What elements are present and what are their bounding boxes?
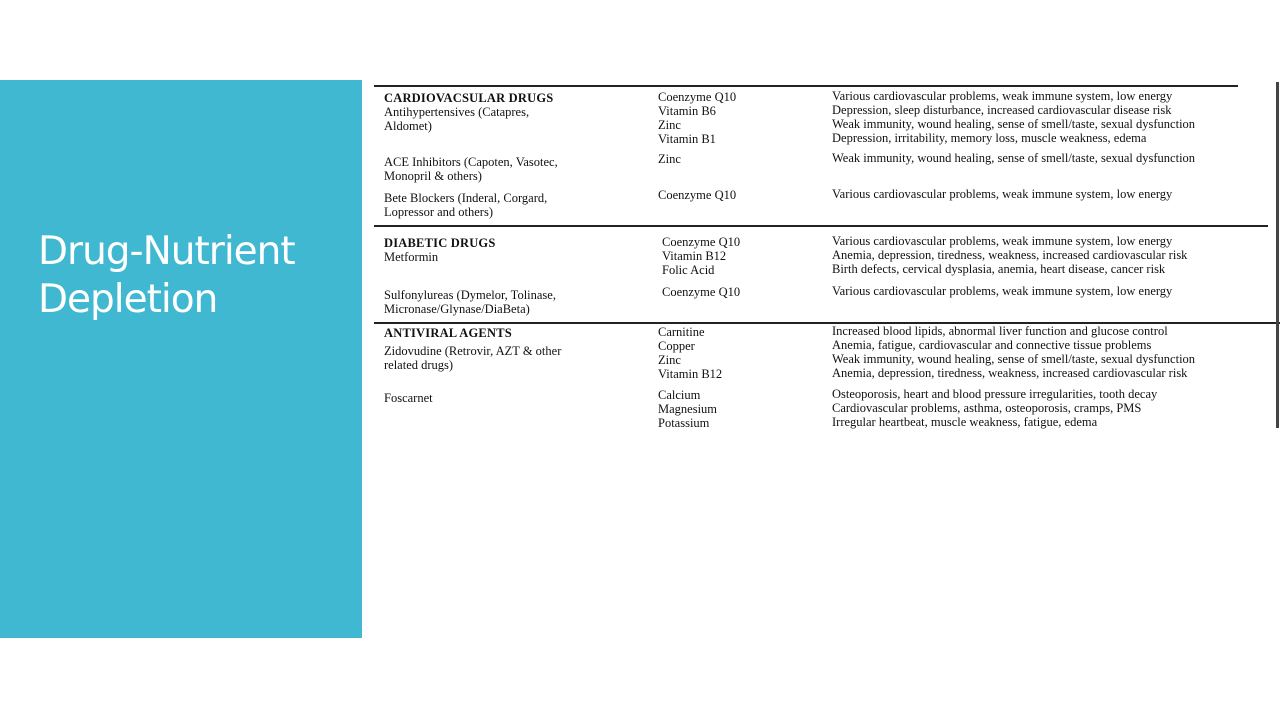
depletion-effect: Cardiovascular problems, asthma, osteoporosis, cramps, PMS bbox=[832, 401, 1142, 415]
depletion-effect: Various cardiovascular problems, weak immune system, low energy bbox=[832, 89, 1173, 103]
nutrient-name: Coenzyme Q10 bbox=[662, 235, 741, 249]
title-panel bbox=[0, 80, 362, 638]
drug-name: Aldomet) bbox=[384, 119, 432, 133]
depletion-effect: Anemia, fatigue, cardiovascular and connective tissue problems bbox=[832, 338, 1152, 352]
nutrient-name: Zinc bbox=[658, 152, 681, 166]
nutrient-name: Zinc bbox=[658, 118, 681, 132]
slide-title bbox=[38, 228, 348, 324]
slide-title-line-1: Drug-Nutrient bbox=[38, 229, 295, 274]
drug-name: Foscarnet bbox=[384, 391, 433, 405]
section-header: CARDIOVACSULAR DRUGS bbox=[384, 91, 554, 105]
drug-nutrient-table-image bbox=[370, 80, 1280, 432]
drug-name: Metformin bbox=[384, 250, 439, 264]
depletion-effect: Irregular heartbeat, muscle weakness, fatigue, edema bbox=[832, 415, 1098, 429]
nutrient-name: Calcium bbox=[658, 388, 701, 402]
nutrient-name: Vitamin B12 bbox=[658, 367, 723, 381]
depletion-effect: Various cardiovascular problems, weak immune system, low energy bbox=[832, 234, 1173, 248]
section-header: ANTIVIRAL AGENTS bbox=[384, 326, 512, 340]
nutrient-name: Coenzyme Q10 bbox=[662, 285, 741, 299]
nutrient-name: Carnitine bbox=[658, 325, 705, 339]
nutrient-name: Folic Acid bbox=[662, 263, 715, 277]
drug-name: Lopressor and others) bbox=[384, 205, 493, 219]
drug-name: Micronase/Glynase/DiaBeta) bbox=[384, 302, 530, 316]
drug-name: Bete Blockers (Inderal, Corgard, bbox=[384, 191, 548, 205]
drug-name: Monopril & others) bbox=[384, 169, 482, 183]
section-header: DIABETIC DRUGS bbox=[384, 236, 496, 250]
depletion-effect: Depression, irritability, memory loss, muscle weakness, edema bbox=[832, 131, 1147, 145]
depletion-effect: Increased blood lipids, abnormal liver function and glucose control bbox=[832, 324, 1168, 338]
drug-name: ACE Inhibitors (Capoten, Vasotec, bbox=[384, 155, 558, 169]
depletion-effect: Weak immunity, wound healing, sense of smell/taste, sexual dysfunction bbox=[832, 352, 1196, 366]
depletion-effect: Various cardiovascular problems, weak immune system, low energy bbox=[832, 187, 1173, 201]
depletion-effect: Birth defects, cervical dysplasia, anemia, heart disease, cancer risk bbox=[832, 262, 1166, 276]
nutrient-name: Coenzyme Q10 bbox=[658, 188, 737, 202]
nutrient-name: Coenzyme Q10 bbox=[658, 90, 737, 104]
drug-name: related drugs) bbox=[384, 358, 454, 372]
nutrient-name: Potassium bbox=[658, 416, 710, 430]
nutrient-name: Vitamin B12 bbox=[662, 249, 727, 263]
section-divider-rule bbox=[374, 225, 1268, 227]
drug-name: Antihypertensives (Catapres, bbox=[384, 105, 530, 119]
nutrient-name: Vitamin B6 bbox=[658, 104, 716, 118]
nutrient-name: Vitamin B1 bbox=[658, 132, 716, 146]
depletion-effect: Weak immunity, wound healing, sense of smell/taste, sexual dysfunction bbox=[832, 151, 1196, 165]
depletion-effect: Depression, sleep disturbance, increased cardiovascular disease risk bbox=[832, 103, 1172, 117]
nutrient-name: Zinc bbox=[658, 353, 681, 367]
drug-name: Zidovudine (Retrovir, AZT & other bbox=[384, 344, 562, 358]
nutrient-name: Magnesium bbox=[658, 402, 718, 416]
depletion-effect: Anemia, depression, tiredness, weakness, increased cardiovascular risk bbox=[832, 248, 1188, 262]
scan-edge-mark bbox=[1276, 82, 1279, 428]
depletion-effect: Weak immunity, wound healing, sense of smell/taste, sexual dysfunction bbox=[832, 117, 1196, 131]
drug-name: Sulfonylureas (Dymelor, Tolinase, bbox=[384, 288, 556, 302]
depletion-effect: Anemia, depression, tiredness, weakness, increased cardiovascular risk bbox=[832, 366, 1188, 380]
depletion-effect: Various cardiovascular problems, weak immune system, low energy bbox=[832, 284, 1173, 298]
table-top-rule bbox=[374, 85, 1238, 87]
slide-title-line-2: Depletion bbox=[38, 277, 218, 322]
depletion-effect: Osteoporosis, heart and blood pressure irregularities, tooth decay bbox=[832, 387, 1158, 401]
nutrient-name: Copper bbox=[658, 339, 695, 353]
